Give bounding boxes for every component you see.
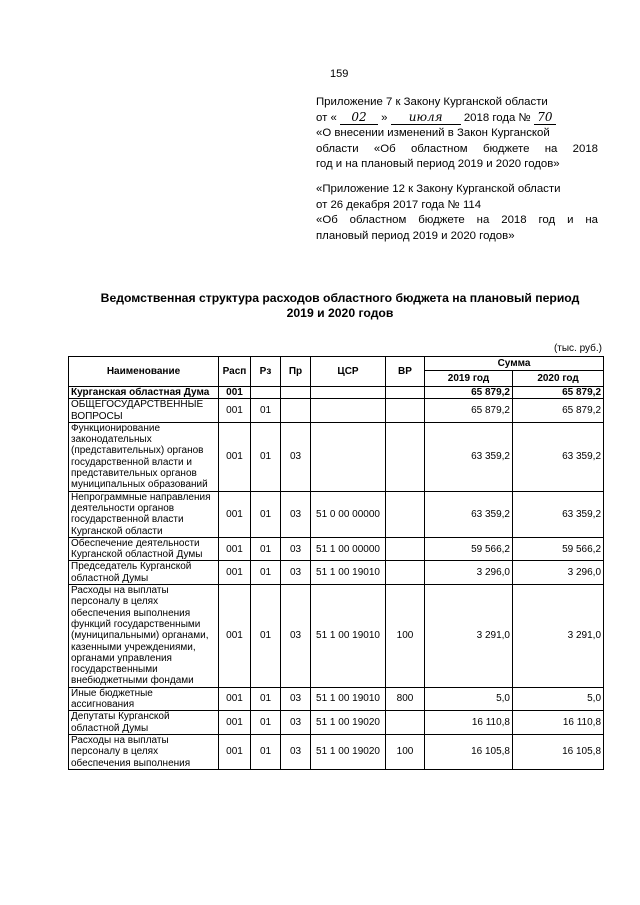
cell-2019: 65 879,2	[425, 387, 513, 399]
cell-2019: 16 110,8	[425, 711, 513, 735]
table-row	[69, 491, 604, 537]
cell-rasp: 001	[219, 491, 251, 537]
cell-vr	[386, 561, 425, 585]
table-row	[69, 585, 604, 688]
cell-pr: 03	[281, 537, 311, 561]
cell-csr: 51 1 00 19020	[311, 734, 386, 769]
cell-rz: 01	[251, 561, 281, 585]
cell-name: Курганская областная Дума	[69, 387, 219, 399]
header-vr: ВР	[386, 357, 425, 387]
cell-csr: 51 1 00 00000	[311, 537, 386, 561]
cell-rasp: 001	[219, 734, 251, 769]
header-pr: Пр	[281, 357, 311, 387]
handwritten-month: июля	[391, 111, 461, 125]
cell-pr	[281, 387, 311, 399]
cell-2020: 63 359,2	[513, 422, 604, 491]
date-mid-label: »	[381, 111, 388, 124]
cell-name: Депутаты Курганской областной Думы	[69, 711, 219, 735]
cell-name: Расходы на выплаты персоналу в целях обеспечения выполнения функций государственными (муниципальными) органами, казенными учреждениями, органами управления государственными внебюджетными фондами	[69, 585, 219, 688]
attachment2-line-4: плановый период 2019 и 2020 годов»	[316, 229, 515, 242]
cell-rz: 01	[251, 687, 281, 711]
cell-rasp: 001	[219, 711, 251, 735]
cell-pr	[281, 399, 311, 423]
cell-rasp: 001	[219, 422, 251, 491]
cell-2019: 63 359,2	[425, 422, 513, 491]
attachment2-line-3: «Об областном бюджете на 2018 год и на	[316, 214, 598, 227]
cell-rasp: 001	[219, 687, 251, 711]
cell-2020: 59 566,2	[513, 537, 604, 561]
cell-2019: 3 291,0	[425, 585, 513, 688]
attachment-line-1: Приложение 7 к Закону Курганской области	[316, 96, 548, 108]
document-title-line-2: 2019 и 2020 годов	[286, 306, 394, 320]
cell-2020: 5,0	[513, 687, 604, 711]
attachment-line-5: год и на плановый период 2019 и 2020 годов»	[316, 158, 560, 171]
cell-name: Иные бюджетные ассигнования	[69, 687, 219, 711]
cell-rasp: 001	[219, 561, 251, 585]
document-title	[70, 291, 610, 321]
cell-pr: 03	[281, 585, 311, 688]
cell-rz: 01	[251, 537, 281, 561]
cell-name: Председатель Курганской областной Думы	[69, 561, 219, 585]
cell-2020: 3 296,0	[513, 561, 604, 585]
cell-vr	[386, 387, 425, 399]
cell-name: Непрограммные направления деятельности органов государственной власти Курганской области	[69, 491, 219, 537]
handwritten-number: 70	[534, 111, 556, 125]
date-from-label: от «	[316, 111, 337, 124]
cell-csr: 51 1 00 19010	[311, 687, 386, 711]
cell-rz: 01	[251, 399, 281, 423]
attachment-line-4: области «Об областном бюджете на 2018	[316, 142, 598, 155]
cell-rasp: 001	[219, 399, 251, 423]
table-row	[69, 734, 604, 769]
cell-pr: 03	[281, 422, 311, 491]
table-row	[69, 711, 604, 735]
cell-2019: 63 359,2	[425, 491, 513, 537]
cell-pr: 03	[281, 711, 311, 735]
cell-vr	[386, 537, 425, 561]
header-year-2020: 2020 год	[513, 371, 604, 387]
cell-2020: 65 879,2	[513, 387, 604, 399]
cell-csr: 51 1 00 19010	[311, 585, 386, 688]
table-row	[69, 387, 604, 399]
cell-rz: 01	[251, 422, 281, 491]
header-csr: ЦСР	[311, 357, 386, 387]
handwritten-day: 02	[340, 111, 378, 125]
cell-rz	[251, 387, 281, 399]
cell-vr: 100	[386, 585, 425, 688]
cell-2020: 63 359,2	[513, 491, 604, 537]
cell-csr	[311, 422, 386, 491]
cell-2019: 59 566,2	[425, 537, 513, 561]
date-year-label: 2018 года №	[463, 111, 531, 124]
cell-vr	[386, 399, 425, 423]
cell-2019: 3 296,0	[425, 561, 513, 585]
cell-vr	[386, 491, 425, 537]
cell-name: Обеспечение деятельности Курганской областной Думы	[69, 537, 219, 561]
cell-rasp: 001	[219, 585, 251, 688]
cell-vr: 800	[386, 687, 425, 711]
table-row	[69, 687, 604, 711]
cell-2019: 16 105,8	[425, 734, 513, 769]
cell-csr	[311, 387, 386, 399]
header-sum: Сумма	[425, 357, 604, 371]
cell-vr	[386, 711, 425, 735]
cell-pr: 03	[281, 687, 311, 711]
cell-pr: 03	[281, 561, 311, 585]
units-label: (тыс. руб.)	[553, 343, 602, 354]
cell-pr: 03	[281, 734, 311, 769]
cell-vr: 100	[386, 734, 425, 769]
attachment-date-line	[316, 111, 598, 127]
attachment-previous	[316, 182, 598, 244]
cell-rasp: 001	[219, 387, 251, 399]
cell-pr: 03	[281, 491, 311, 537]
cell-2020: 3 291,0	[513, 585, 604, 688]
attachment-header	[316, 95, 598, 173]
attachment2-line-2: от 26 декабря 2017 года № 114	[316, 198, 482, 211]
cell-csr	[311, 399, 386, 423]
attachment2-line-1: «Приложение 12 к Закону Курганской области	[316, 183, 561, 195]
cell-name: Функционирование законодательных (представительных) органов государственной власти и представительных органов муниципальных образований	[69, 422, 219, 491]
cell-rasp: 001	[219, 537, 251, 561]
cell-name: ОБЩЕГОСУДАРСТВЕННЫЕ ВОПРОСЫ	[69, 399, 219, 423]
cell-csr: 51 1 00 19020	[311, 711, 386, 735]
cell-rz: 01	[251, 711, 281, 735]
cell-2020: 16 105,8	[513, 734, 604, 769]
cell-rz: 01	[251, 734, 281, 769]
cell-name: Расходы на выплаты персоналу в целях обеспечения выполнения	[69, 734, 219, 769]
cell-2019: 5,0	[425, 687, 513, 711]
table-row	[69, 537, 604, 561]
document-title-line-1: Ведомственная структура расходов областного бюджета на плановый период	[100, 291, 580, 305]
table-row	[69, 399, 604, 423]
header-rz: Рз	[251, 357, 281, 387]
cell-vr	[386, 422, 425, 491]
cell-csr: 51 1 00 19010	[311, 561, 386, 585]
cell-2020: 65 879,2	[513, 399, 604, 423]
table-row	[69, 561, 604, 585]
cell-rz: 01	[251, 585, 281, 688]
cell-2019: 65 879,2	[425, 399, 513, 423]
table-header-row	[69, 357, 604, 371]
header-rasp: Расп	[219, 357, 251, 387]
attachment-line-3: «О внесении изменений в Закон Курганской	[316, 127, 550, 140]
cell-2020: 16 110,8	[513, 711, 604, 735]
table-row	[69, 422, 604, 491]
cell-csr: 51 0 00 00000	[311, 491, 386, 537]
header-name: Наименование	[69, 357, 219, 387]
budget-table	[68, 356, 604, 770]
header-year-2019: 2019 год	[425, 371, 513, 387]
page-number: 159	[330, 68, 349, 80]
cell-rz: 01	[251, 491, 281, 537]
